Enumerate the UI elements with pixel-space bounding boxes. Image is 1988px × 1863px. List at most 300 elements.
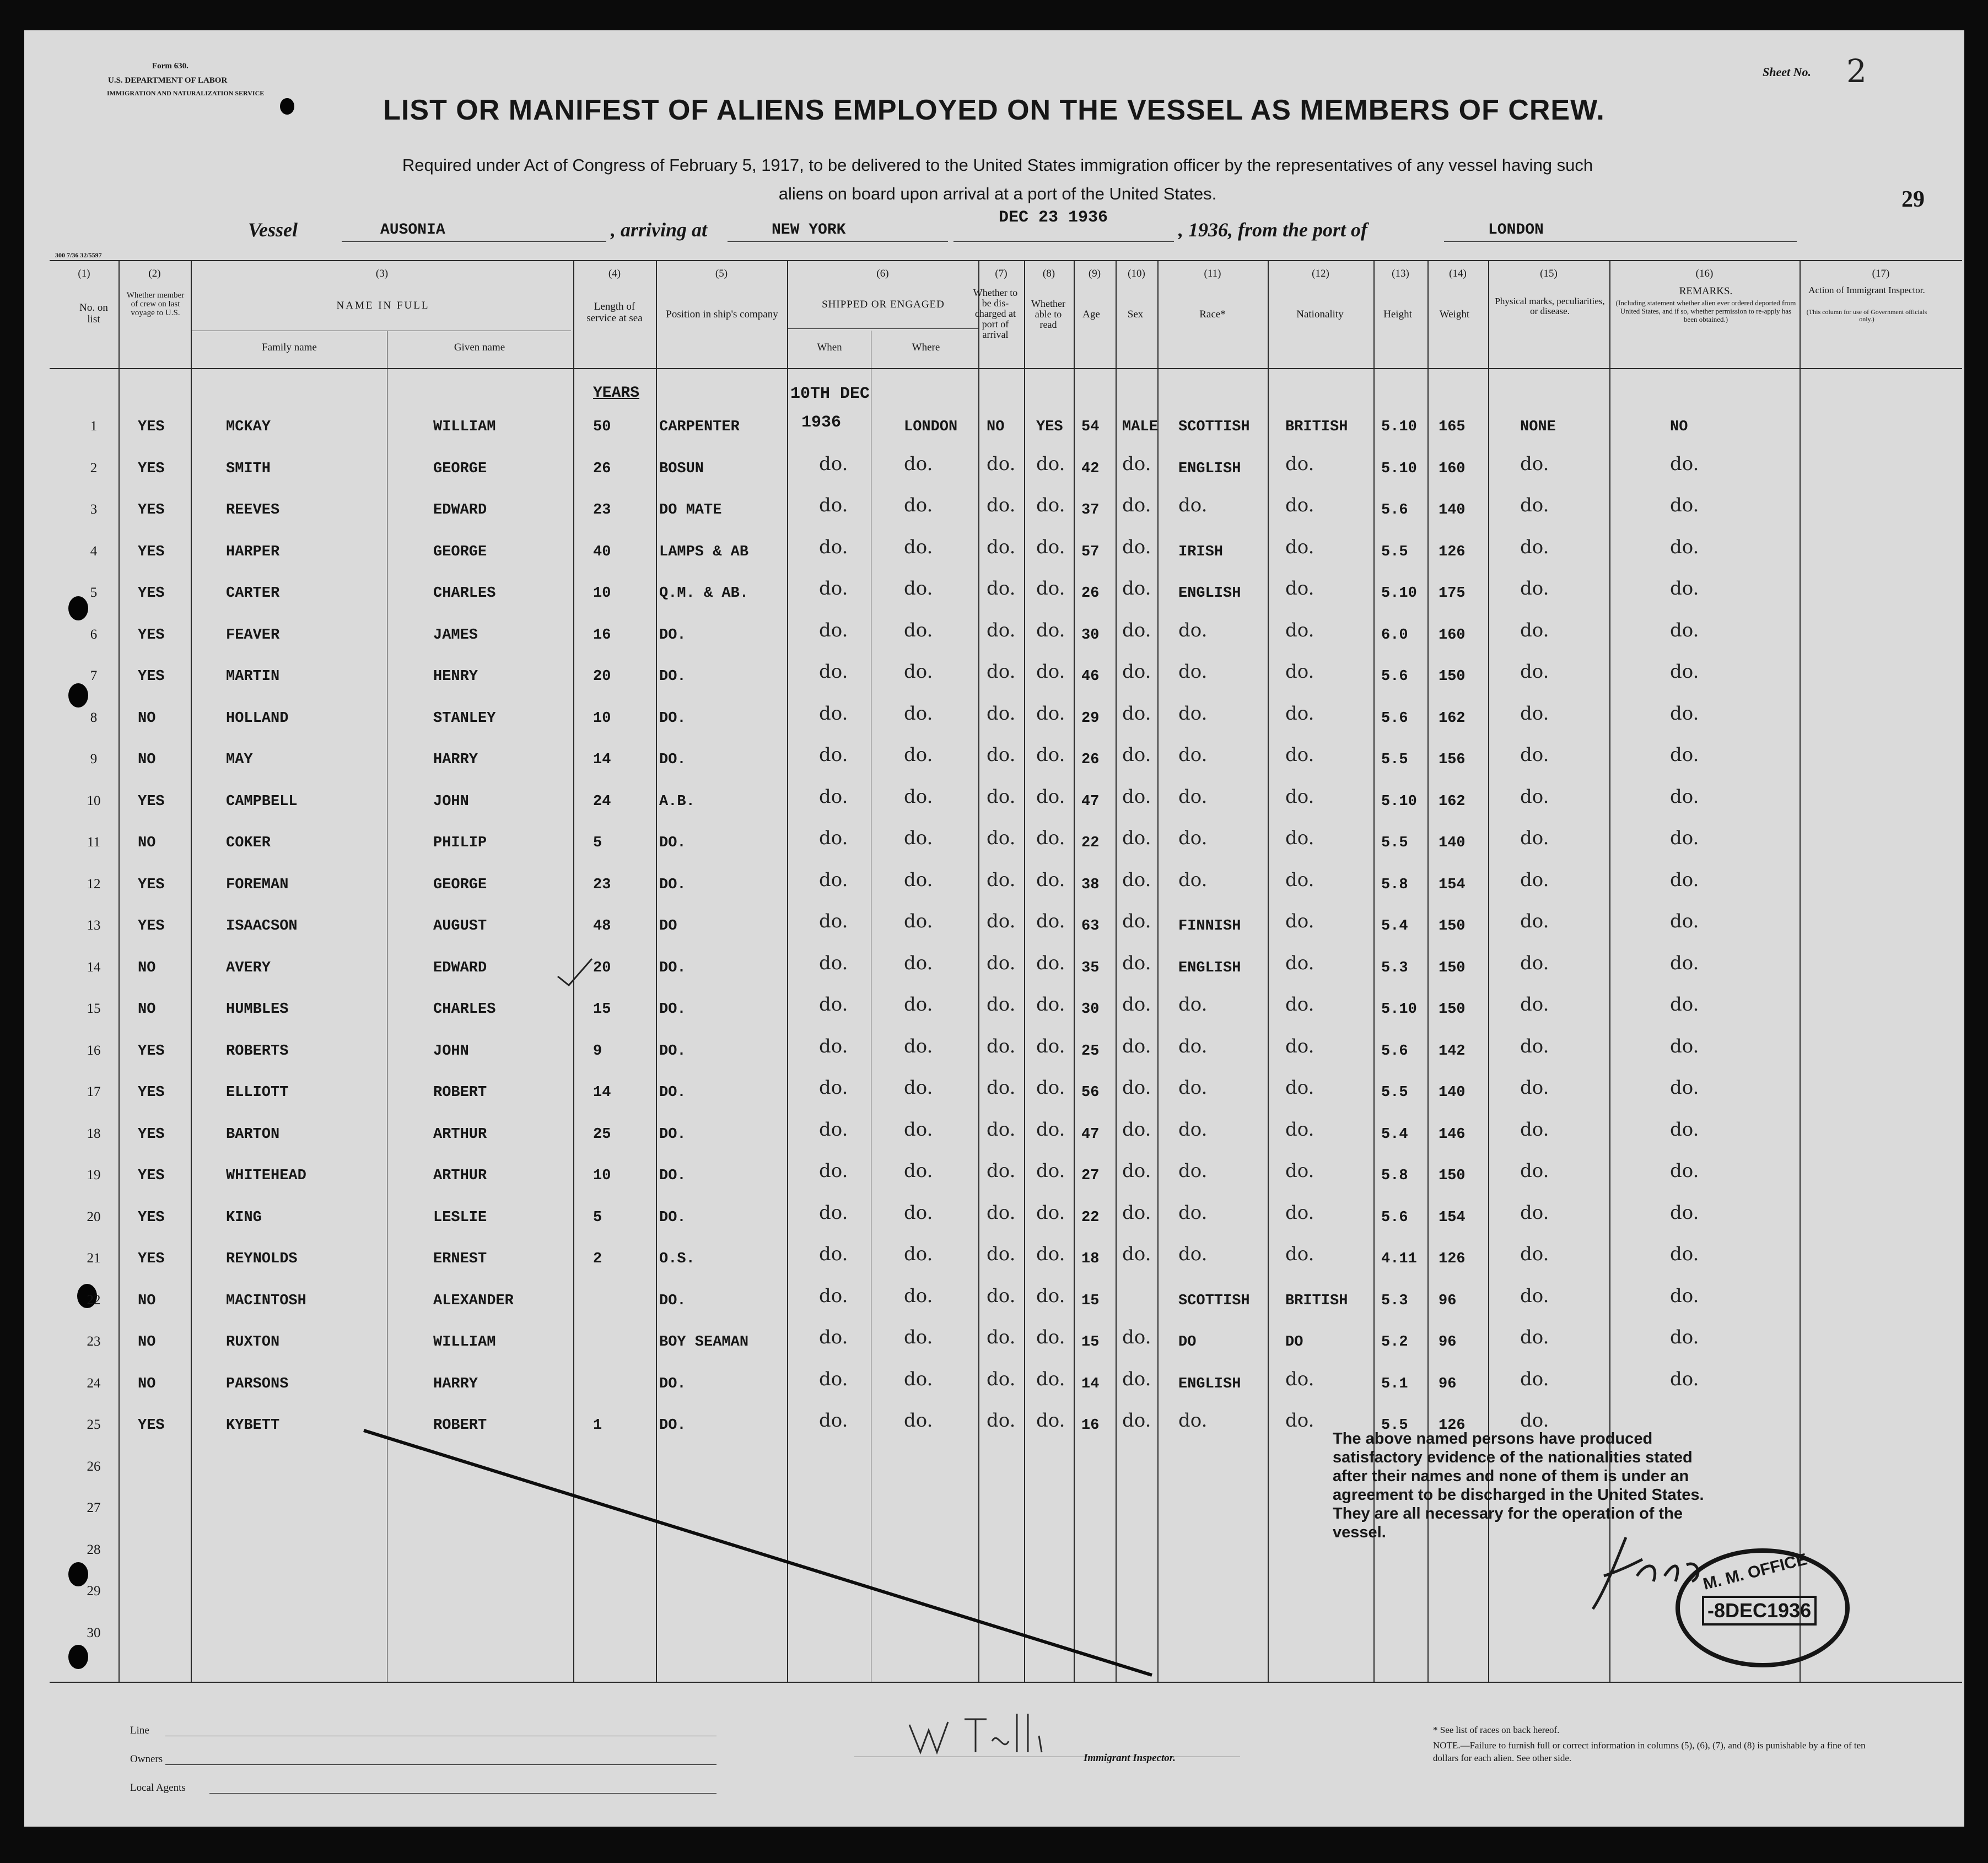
given-name: WILLIAM — [433, 1334, 496, 1351]
to-be-discharged: do. — [987, 910, 1016, 932]
nationality: do. — [1285, 702, 1314, 725]
race: SCOTTISH — [1178, 1292, 1250, 1309]
ship-position: LAMPS & AB — [659, 543, 749, 560]
shipped-where: do. — [904, 1160, 933, 1182]
column-number: (4) — [608, 268, 621, 279]
height: 5.2 — [1381, 1334, 1408, 1351]
shipped-when: do. — [819, 494, 848, 516]
remarks: do. — [1670, 827, 1699, 849]
ship-position: DO. — [659, 835, 686, 851]
family-name: ISAACSON — [226, 918, 298, 935]
to-be-discharged: NO — [987, 419, 1005, 435]
crew-prev-voyage: NO — [138, 1292, 156, 1309]
race: FINNISH — [1178, 918, 1241, 935]
column-number: (6) — [876, 268, 889, 279]
column-number: (14) — [1449, 268, 1467, 279]
remarks: do. — [1670, 661, 1699, 683]
able-to-read: do. — [1036, 993, 1065, 1016]
shipped-where: do. — [904, 661, 933, 683]
service-years: 1 — [593, 1417, 602, 1434]
weight: 150 — [1439, 1001, 1466, 1018]
age: 16 — [1081, 1417, 1100, 1434]
given-name: ERNEST — [433, 1251, 487, 1267]
race: do. — [1178, 1410, 1208, 1432]
remarks: NO — [1670, 419, 1688, 435]
remarks: do. — [1670, 1326, 1699, 1348]
ship-position: DO. — [659, 876, 686, 893]
able-to-read: do. — [1036, 1160, 1065, 1182]
family-name: FEAVER — [226, 627, 280, 644]
sex: do. — [1122, 1201, 1151, 1224]
row-number: 24 — [87, 1375, 101, 1391]
sex: do. — [1122, 1077, 1151, 1099]
race: do. — [1178, 1077, 1208, 1099]
remarks: do. — [1670, 744, 1699, 766]
given-name: ARTHUR — [433, 1126, 487, 1143]
ship-position: DO. — [659, 1375, 686, 1392]
inspector-signature — [904, 1708, 1080, 1758]
weight: 142 — [1439, 1043, 1466, 1060]
ship-position: DO. — [659, 1209, 686, 1226]
ship-position: O.S. — [659, 1251, 695, 1267]
sex: do. — [1122, 1368, 1151, 1390]
race: do. — [1178, 1201, 1208, 1224]
ship-position: DO. — [659, 1084, 686, 1101]
nationality: do. — [1285, 910, 1314, 932]
ship-position: DO. — [659, 710, 686, 727]
height: 5.10 — [1381, 1001, 1417, 1018]
shipped-where: do. — [904, 702, 933, 725]
family-name: RUXTON — [226, 1334, 280, 1351]
ship-position: CARPENTER — [659, 419, 740, 435]
sex: do. — [1122, 1118, 1151, 1141]
row-number: 18 — [87, 1126, 101, 1141]
physical-marks: do. — [1520, 827, 1549, 849]
family-name: AVERY — [226, 959, 271, 976]
shipped-when: do. — [819, 868, 848, 891]
shipped-when: do. — [819, 536, 848, 558]
race: do. — [1178, 661, 1208, 683]
family-name: HOLLAND — [226, 710, 289, 727]
to-be-discharged: do. — [987, 744, 1016, 766]
column-number: (10) — [1128, 268, 1145, 279]
nationality: do. — [1285, 744, 1314, 766]
header-able-to-read: Whether able to read — [1031, 298, 1065, 330]
service-years: 24 — [593, 793, 611, 810]
crew-prev-voyage: YES — [138, 876, 165, 893]
age: 26 — [1081, 585, 1100, 602]
height: 5.5 — [1381, 752, 1408, 768]
ship-position: DO. — [659, 1001, 686, 1018]
family-name: KYBETT — [226, 1417, 280, 1434]
ship-position: DO. — [659, 1168, 686, 1184]
age: 47 — [1081, 793, 1100, 810]
service-years: 10 — [593, 585, 611, 602]
given-name: ALEXANDER — [433, 1292, 514, 1309]
sex: do. — [1122, 619, 1151, 641]
header-physical-marks: Physical marks, peculiarities, or disease. — [1495, 296, 1605, 316]
weight: 150 — [1439, 668, 1466, 685]
arrival-date: DEC 23 1936 — [999, 208, 1108, 227]
header-position: Position in ship's company — [666, 309, 778, 320]
service-years: 14 — [593, 1084, 611, 1101]
crew-prev-voyage: YES — [138, 585, 165, 602]
ship-position: BOY SEAMAN — [659, 1334, 749, 1351]
column-number: (12) — [1312, 268, 1329, 279]
able-to-read: do. — [1036, 785, 1065, 808]
family-name: ROBERTS — [226, 1043, 289, 1060]
row-number: 26 — [87, 1459, 101, 1474]
to-be-discharged: do. — [987, 1077, 1016, 1099]
physical-marks: do. — [1520, 1284, 1549, 1307]
able-to-read: do. — [1036, 827, 1065, 849]
nationality: do. — [1285, 868, 1314, 891]
to-be-discharged: do. — [987, 577, 1016, 600]
height: 5.4 — [1381, 918, 1408, 935]
age: 14 — [1081, 1375, 1100, 1392]
ship-position: DO. — [659, 959, 686, 976]
nationality: do. — [1285, 1368, 1314, 1390]
weight: 96 — [1439, 1375, 1457, 1392]
weight: 175 — [1439, 585, 1466, 602]
to-be-discharged: do. — [987, 1284, 1016, 1307]
crew-prev-voyage: NO — [138, 835, 156, 851]
column-number: (16) — [1695, 268, 1714, 279]
remarks: do. — [1670, 868, 1699, 891]
shipped-where: do. — [904, 868, 933, 891]
physical-marks: do. — [1520, 1243, 1549, 1265]
to-be-discharged: do. — [987, 619, 1016, 641]
weight: 146 — [1439, 1126, 1466, 1143]
weight: 140 — [1439, 835, 1466, 851]
race: do. — [1178, 494, 1208, 516]
height: 5.8 — [1381, 876, 1408, 893]
age: 22 — [1081, 1209, 1100, 1226]
header-age: Age — [1082, 309, 1100, 320]
service-years: 25 — [593, 1126, 611, 1143]
height: 5.5 — [1381, 1084, 1408, 1101]
to-be-discharged: do. — [987, 494, 1016, 516]
shipped-when: do. — [819, 1284, 848, 1307]
able-to-read: do. — [1036, 744, 1065, 766]
able-to-read: do. — [1036, 661, 1065, 683]
able-to-read: do. — [1036, 1201, 1065, 1224]
crew-prev-voyage: YES — [138, 627, 165, 644]
given-name: JOHN — [433, 793, 469, 810]
able-to-read: YES — [1036, 419, 1063, 435]
nationality: do. — [1285, 827, 1314, 849]
race: SCOTTISH — [1178, 419, 1250, 435]
race: ENGLISH — [1178, 460, 1241, 477]
physical-marks: do. — [1520, 1118, 1549, 1141]
given-name: EDWARD — [433, 959, 487, 976]
shipped-when: do. — [819, 1326, 848, 1348]
physical-marks: do. — [1520, 868, 1549, 891]
shipped-date-note: 10TH DEC — [790, 385, 870, 403]
shipped-where: do. — [904, 1284, 933, 1307]
shipped-when: do. — [819, 744, 848, 766]
nationality: do. — [1285, 1160, 1314, 1182]
row-number: 23 — [87, 1334, 101, 1349]
shipped-when: do. — [819, 661, 848, 683]
sex: do. — [1122, 1035, 1151, 1057]
given-name: HARRY — [433, 752, 478, 768]
physical-marks: do. — [1520, 1035, 1549, 1057]
crew-prev-voyage: NO — [138, 752, 156, 768]
nationality: do. — [1285, 619, 1314, 641]
nationality: do. — [1285, 536, 1314, 558]
shipped-when: do. — [819, 1118, 848, 1141]
arrival-port: NEW YORK — [772, 222, 846, 239]
remarks: do. — [1670, 619, 1699, 641]
row-number: 4 — [90, 543, 98, 559]
physical-marks: do. — [1520, 494, 1549, 516]
subtitle-line-1: Required under Act of Congress of February 5, 1917, to be delivered to the United States immigration officer by the representatives of any vessel having such — [402, 155, 1593, 175]
weight: 140 — [1439, 1084, 1466, 1101]
height: 5.6 — [1381, 1043, 1408, 1060]
year-label: , 1936, from the port of — [1178, 219, 1368, 241]
shipped-where: do. — [904, 619, 933, 641]
row-number: 1 — [90, 419, 98, 434]
column-number: (3) — [375, 268, 389, 279]
column-number: (5) — [715, 268, 728, 279]
service-years: 10 — [593, 1168, 611, 1184]
weight: 160 — [1439, 460, 1466, 477]
sex: do. — [1122, 744, 1151, 766]
given-name: STANLEY — [433, 710, 496, 727]
race: do. — [1178, 993, 1208, 1016]
weight: 96 — [1439, 1334, 1457, 1351]
able-to-read: do. — [1036, 1410, 1065, 1432]
family-name: WHITEHEAD — [226, 1168, 306, 1184]
height: 5.10 — [1381, 585, 1417, 602]
given-name: GEORGE — [433, 460, 487, 477]
header-where: Where — [912, 342, 940, 353]
mm-office-stamp — [1675, 1548, 1850, 1667]
family-name: SMITH — [226, 460, 271, 477]
given-name: ROBERT — [433, 1417, 487, 1434]
header-name-in-full: NAME IN FULL — [336, 300, 430, 311]
row-number: 21 — [87, 1251, 101, 1266]
header-given-name: Given name — [454, 342, 505, 353]
shipped-when: do. — [819, 452, 848, 475]
race: do. — [1178, 744, 1208, 766]
weight: 162 — [1439, 710, 1466, 727]
family-name: MACINTOSH — [226, 1292, 306, 1309]
age: 30 — [1081, 627, 1100, 644]
age: 15 — [1081, 1292, 1100, 1309]
able-to-read: do. — [1036, 1077, 1065, 1099]
weight: 126 — [1439, 1417, 1466, 1434]
header-nationality: Nationality — [1296, 309, 1344, 320]
row-number: 2 — [90, 460, 98, 476]
ship-position: DO. — [659, 1292, 686, 1309]
race: ENGLISH — [1178, 1375, 1241, 1392]
age: 37 — [1081, 502, 1100, 519]
column-number: (8) — [1042, 268, 1055, 279]
family-name: MARTIN — [226, 668, 280, 685]
to-be-discharged: do. — [987, 785, 1016, 808]
race: do. — [1178, 619, 1208, 641]
shipped-where: do. — [904, 744, 933, 766]
age: 25 — [1081, 1043, 1100, 1060]
crew-prev-voyage: NO — [138, 1334, 156, 1351]
departure-port: LONDON — [1488, 222, 1544, 239]
weight: 162 — [1439, 793, 1466, 810]
shipped-where: do. — [904, 1077, 933, 1099]
height: 5.4 — [1381, 1126, 1408, 1143]
ship-position: DO. — [659, 627, 686, 644]
service-years: 15 — [593, 1001, 611, 1018]
sex: do. — [1122, 702, 1151, 725]
shipped-where: do. — [904, 910, 933, 932]
row-number: 20 — [87, 1209, 101, 1224]
owners-label: Owners — [130, 1753, 163, 1765]
weight: 165 — [1439, 419, 1466, 435]
crew-prev-voyage: YES — [138, 1209, 165, 1226]
physical-marks: do. — [1520, 1201, 1549, 1224]
service-years: 14 — [593, 752, 611, 768]
physical-marks: do. — [1520, 1326, 1549, 1348]
nationality: do. — [1285, 1077, 1314, 1099]
header-family-name: Family name — [262, 342, 317, 353]
physical-marks: do. — [1520, 1368, 1549, 1390]
crew-prev-voyage: YES — [138, 460, 165, 477]
shipped-when: do. — [819, 702, 848, 725]
shipped-where: do. — [904, 952, 933, 974]
sex: do. — [1122, 577, 1151, 600]
physical-marks: NONE — [1520, 419, 1556, 435]
to-be-discharged: do. — [987, 536, 1016, 558]
able-to-read: do. — [1036, 577, 1065, 600]
print-code: 300 7/36 32/5597 — [55, 251, 102, 259]
page-title: LIST OR MANIFEST OF ALIENS EMPLOYED ON THE VESSEL AS MEMBERS OF CREW. — [383, 94, 1605, 126]
to-be-discharged: do. — [987, 1243, 1016, 1265]
shipped-when: do. — [819, 619, 848, 641]
header-inspector-action: Action of Immigrant Inspector. — [1808, 285, 1925, 295]
physical-marks: do. — [1520, 1160, 1549, 1182]
row-number: 16 — [87, 1043, 101, 1058]
height: 5.8 — [1381, 1168, 1408, 1184]
physical-marks: do. — [1520, 910, 1549, 932]
nationality: BRITISH — [1285, 1292, 1348, 1309]
service-years: 23 — [593, 502, 611, 519]
remarks: do. — [1670, 1201, 1699, 1224]
crew-prev-voyage: NO — [138, 1375, 156, 1392]
row-number: 25 — [87, 1417, 101, 1432]
given-name: GEORGE — [433, 876, 487, 893]
nationality: do. — [1285, 661, 1314, 683]
service-years: 5 — [593, 835, 602, 851]
remarks: do. — [1670, 1035, 1699, 1057]
remarks: do. — [1670, 952, 1699, 974]
family-name: BARTON — [226, 1126, 280, 1143]
nationality: do. — [1285, 993, 1314, 1016]
service-years: 9 — [593, 1043, 602, 1060]
sex: do. — [1122, 827, 1151, 849]
given-name: EDWARD — [433, 502, 487, 519]
nationality: DO — [1285, 1334, 1303, 1351]
service-years: 50 — [593, 419, 611, 435]
row-number: 30 — [87, 1625, 101, 1640]
shipped-where: do. — [904, 1035, 933, 1057]
remarks: do. — [1670, 1118, 1699, 1141]
height: 5.1 — [1381, 1375, 1408, 1392]
service-years: 48 — [593, 918, 611, 935]
able-to-read: do. — [1036, 1326, 1065, 1348]
crew-prev-voyage: YES — [138, 1043, 165, 1060]
shipped-when: do. — [819, 1201, 848, 1224]
department-name: U.S. DEPARTMENT OF LABOR — [108, 76, 228, 85]
local-agents-label: Local Agents — [130, 1782, 186, 1794]
remarks: do. — [1670, 993, 1699, 1016]
height: 5.10 — [1381, 419, 1417, 435]
service-years: 40 — [593, 543, 611, 560]
shipped-where: LONDON — [904, 419, 958, 435]
column-number: (2) — [148, 268, 161, 279]
column-number: (7) — [995, 268, 1008, 279]
nationality: do. — [1285, 1035, 1314, 1057]
certification-statement: The above named persons have produced satisfactory evidence of the nationalities stated after their names and none of them is under an agreement to be discharged in the United States. They are all necessary for the operation of the vessel. — [1333, 1430, 1704, 1541]
ship-position: A.B. — [659, 793, 695, 810]
age: 56 — [1081, 1084, 1100, 1101]
page-number: 29 — [1901, 187, 1925, 212]
able-to-read: do. — [1036, 952, 1065, 974]
shipped-year-note: 1936 — [801, 413, 842, 432]
crew-prev-voyage: YES — [138, 1251, 165, 1267]
nationality: do. — [1285, 577, 1314, 600]
nationality: do. — [1285, 494, 1314, 516]
sex: do. — [1122, 1243, 1151, 1265]
family-name: COKER — [226, 835, 271, 851]
to-be-discharged: do. — [987, 1368, 1016, 1390]
shipped-when: do. — [819, 952, 848, 974]
ship-position: DO. — [659, 1417, 686, 1434]
age: 47 — [1081, 1126, 1100, 1143]
race: do. — [1178, 1118, 1208, 1141]
nationality: do. — [1285, 1243, 1314, 1265]
crew-prev-voyage: YES — [138, 1168, 165, 1184]
inspector-label: Immigrant Inspector. — [1084, 1752, 1176, 1764]
height: 5.3 — [1381, 1292, 1408, 1309]
age: 46 — [1081, 668, 1100, 685]
sex: do. — [1122, 952, 1151, 974]
crew-prev-voyage: NO — [138, 959, 156, 976]
race: do. — [1178, 868, 1208, 891]
height: 5.6 — [1381, 502, 1408, 519]
ship-position: DO. — [659, 1043, 686, 1060]
shipped-when: do. — [819, 993, 848, 1016]
age: 57 — [1081, 543, 1100, 560]
sex: do. — [1122, 494, 1151, 516]
shipped-when: do. — [819, 785, 848, 808]
penalty-note: NOTE.—Failure to furnish full or correct information in columns (5), (6), (7), and (8) is punishable by a fine of ten dollars for each alien. See other side. — [1433, 1740, 1866, 1763]
weight: 140 — [1439, 502, 1466, 519]
header-when: When — [817, 342, 842, 353]
height: 5.10 — [1381, 460, 1417, 477]
able-to-read: do. — [1036, 536, 1065, 558]
header-sex: Sex — [1127, 309, 1144, 320]
physical-marks: do. — [1520, 1410, 1549, 1432]
crew-prev-voyage: YES — [138, 1417, 165, 1434]
shipped-where: do. — [904, 577, 933, 600]
nationality: do. — [1285, 1410, 1314, 1432]
shipped-when: do. — [819, 1243, 848, 1265]
shipped-when: do. — [819, 1368, 848, 1390]
given-name: LESLIE — [433, 1209, 487, 1226]
sex: do. — [1122, 868, 1151, 891]
header-previous-voyage: Whether member of crew on last voyage to U.S. — [126, 291, 185, 317]
